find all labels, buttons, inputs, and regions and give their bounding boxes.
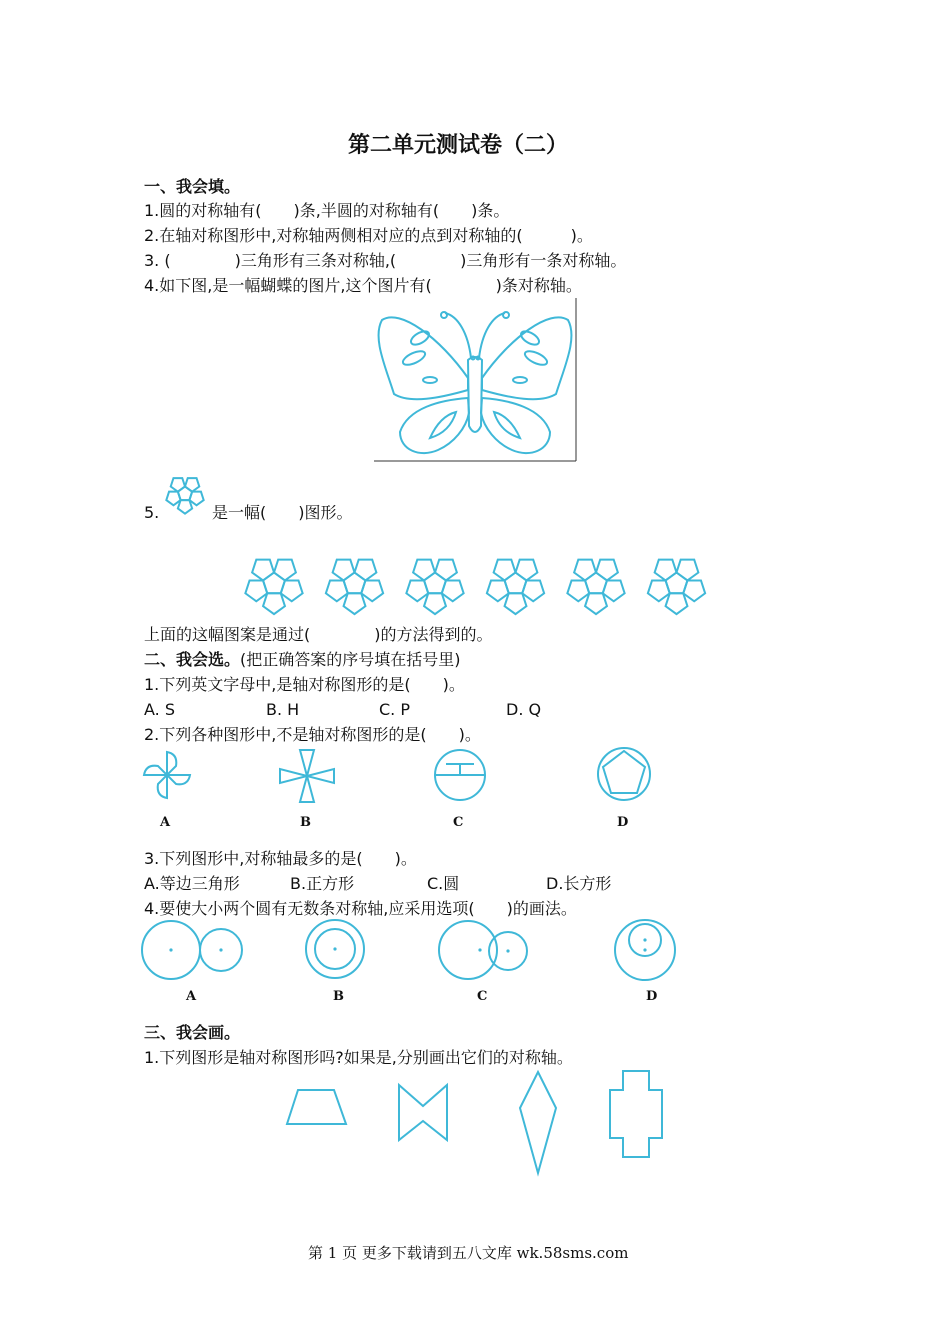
s1-question-3: 3. ( )三角形有三条对称轴,( )三角形有一条对称轴。 bbox=[144, 251, 627, 270]
s2-q4-label-b: B bbox=[333, 989, 344, 1004]
s2-question-1: 1.下列英文字母中,是轴对称图形的是( )。 bbox=[144, 675, 465, 694]
section-2-heading-line bbox=[144, 649, 461, 671]
s2-q2-label-a: A bbox=[160, 815, 171, 830]
s2-q4-label-c: C bbox=[477, 989, 488, 1004]
circle-bar-figure bbox=[432, 748, 488, 802]
s2-q3-option-b: B.正方形 bbox=[290, 874, 355, 893]
page-footer: 第 1 页 更多下载请到五八文库 wk.58sms.com bbox=[308, 1244, 629, 1262]
circles-figure-d bbox=[612, 916, 678, 982]
circles-figure-a bbox=[140, 918, 246, 982]
butterfly-image bbox=[370, 298, 580, 464]
cross-shape-figure bbox=[606, 1068, 666, 1160]
section-2-note: (把正确答案的序号填在括号里) bbox=[240, 650, 461, 669]
pinwheel-figure bbox=[140, 748, 194, 802]
circle-pentagon-figure bbox=[596, 746, 652, 802]
circles-figure-b bbox=[304, 918, 366, 980]
cross-figure bbox=[278, 748, 336, 804]
s2-q2-label-b: B bbox=[300, 815, 311, 830]
s1-question-4: 4.如下图,是一幅蝴蝶的图片,这个图片有( )条对称轴。 bbox=[144, 276, 582, 295]
s2-question-4: 4.要使大小两个圆有无数条对称轴,应采用选项( )的画法。 bbox=[144, 899, 577, 918]
s3-question-1: 1.下列图形是轴对称图形吗?如果是,分别画出它们的对称轴。 bbox=[144, 1048, 573, 1067]
section-1-heading: 一、我会填。 bbox=[144, 177, 241, 196]
circles-figure-c bbox=[436, 918, 530, 982]
kite-figure bbox=[516, 1070, 560, 1176]
s1-question-1: 1.圆的对称轴有( )条,半圆的对称轴有( )条。 bbox=[144, 201, 510, 220]
bowtie-figure bbox=[396, 1082, 450, 1144]
section-3-heading: 三、我会画。 bbox=[144, 1023, 241, 1042]
s1-question-5-text: 是一幅( )图形。 bbox=[212, 503, 353, 522]
butterfly-icon bbox=[379, 312, 572, 453]
s2-q1-option-b: B. H bbox=[266, 700, 300, 719]
page-title: 第二单元测试卷（二） bbox=[348, 132, 569, 158]
s2-q4-label-d: D bbox=[646, 989, 658, 1004]
s2-q3-option-c: C.圆 bbox=[427, 874, 460, 893]
s2-question-2: 2.下列各种图形中,不是轴对称图形的是( )。 bbox=[144, 725, 481, 744]
s2-q1-option-d: D. Q bbox=[506, 700, 542, 719]
s2-q4-label-a: A bbox=[186, 989, 197, 1004]
s1-question-5-number: 5. bbox=[144, 503, 160, 522]
s2-q1-option-a: A. S bbox=[144, 700, 175, 719]
s2-q2-label-d: D bbox=[617, 815, 629, 830]
s2-q2-label-c: C bbox=[453, 815, 464, 830]
s2-q1-option-c: C. P bbox=[379, 700, 410, 719]
s2-q3-option-a: A.等边三角形 bbox=[144, 874, 240, 893]
section-2-heading: 二、我会选。 bbox=[144, 650, 241, 669]
pentagon-pattern bbox=[234, 544, 716, 626]
s1-question-2: 2.在轴对称图形中,对称轴两侧相对应的点到对称轴的( )。 bbox=[144, 226, 593, 245]
trapezoid-figure bbox=[284, 1088, 350, 1128]
s1-question-5-followup: 上面的这幅图案是通过( )的方法得到的。 bbox=[144, 625, 493, 644]
s2-q3-option-d: D.长方形 bbox=[546, 874, 612, 893]
pentagon-flower-icon bbox=[160, 470, 210, 522]
s2-question-3: 3.下列图形中,对称轴最多的是( )。 bbox=[144, 849, 417, 868]
